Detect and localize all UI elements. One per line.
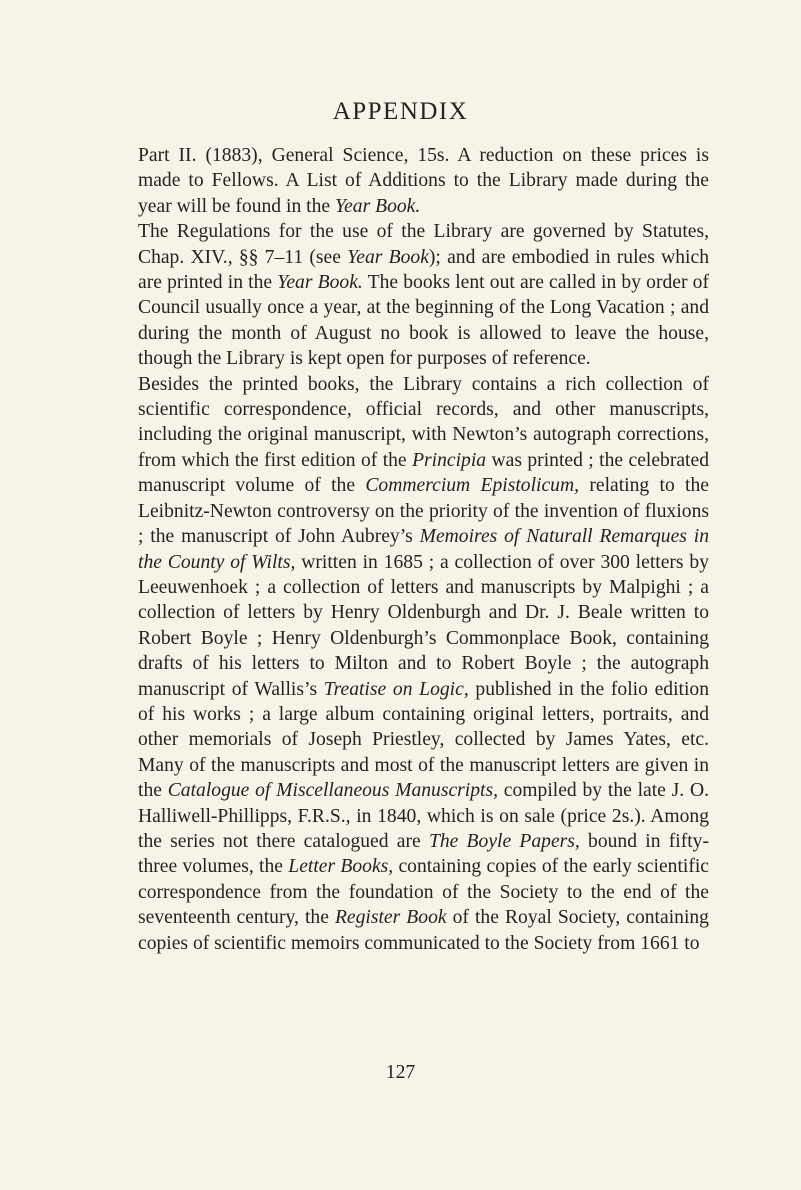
text-run: containing copies of the early scientific correspondence from the foundation of the Society to the end of the seventeenth century, the: [138, 856, 709, 929]
italic-title: Year Book.: [277, 272, 363, 294]
italic-title: Year Book: [347, 246, 429, 268]
paragraph-2: [138, 219, 709, 371]
text-run: Besides the printed books, the Library contains a rich collection of scientific correspondence, official records, and other manuscripts, including the original manuscript, with Newton’s autograph corrections, from which the first edition of the: [138, 373, 709, 471]
text-run: Part II. (1883), General Science, 15s. A reduction on these prices is made to Fellows. A List of Additions to the Library made during the year will be found in the: [138, 145, 709, 217]
text-run: ); and are embodied in rules which are printed in the: [138, 246, 709, 294]
italic-title: The Boyle Papers,: [428, 830, 580, 852]
italic-title: Letter Books,: [288, 856, 394, 878]
italic-title: Memoires of Naturall Remarques in the County of Wilts,: [138, 526, 709, 573]
paragraph-3: [138, 372, 709, 956]
text-run: of the Royal Society, containing copies of scientific memoirs communicated to the Society from 1661 to: [138, 907, 709, 954]
italic-title: Catalogue of Miscellaneous Manuscripts,: [167, 780, 499, 802]
italic-title: Year Book.: [334, 195, 421, 217]
text-run: The Regulations for the use of the Library are governed by Statutes, Chap. XIV., §§ 7–11 (see: [138, 221, 709, 268]
italic-title: Register Book: [334, 907, 447, 929]
text-run: was printed ; the celebrated manuscript volume of the: [138, 449, 709, 497]
page-number: 127: [385, 1062, 416, 1083]
running-head: APPENDIX: [332, 98, 469, 125]
italic-title: Treatise on Logic,: [323, 678, 469, 700]
italic-title: Commercium Epistolicum,: [365, 475, 580, 497]
italic-title: Principia: [412, 449, 487, 471]
paragraph-1: [138, 143, 709, 219]
text-run: written in 1685 ; a collection of over 300 letters by Leeuwenhoek ; a collection of letters and manuscripts by Malpighi ; a collection of letters by Henry Oldenburgh and Dr. J. Beale written to Robert Boyle ; Henry Oldenburgh’s Commonplace Book, containing drafts of his letters to Milton and to Robert Boyle ; the autograph manuscript of Wallis’s: [138, 551, 709, 700]
text-run: relating to the Leibnitz-Newton controversy on the priority of the invention of fluxions ; the manuscript of John Aubrey’s: [138, 475, 709, 548]
text-run: bound in fifty-three volumes, the: [138, 830, 709, 878]
body-text: [138, 143, 709, 956]
text-run: compiled by the late J. O. Halliwell-Phillipps, F.R.S., in 1840, which is on sale (price 2s.). Among the series not there catalogued are: [138, 780, 710, 852]
text-run: published in the folio edition of his works ; a large album containing original letters, portraits, and other memorials of Joseph Priestley, collected by James Yates, etc. Many of the manuscripts and most of the manuscript letters are given in the: [138, 678, 709, 802]
text-run: The books lent out are called in by order of Council usually once a year, at the beginning of the Long Vacation ; and during the month of August no book is allowed to leave the house, though the Library is kept open for purposes of reference.: [138, 272, 709, 370]
